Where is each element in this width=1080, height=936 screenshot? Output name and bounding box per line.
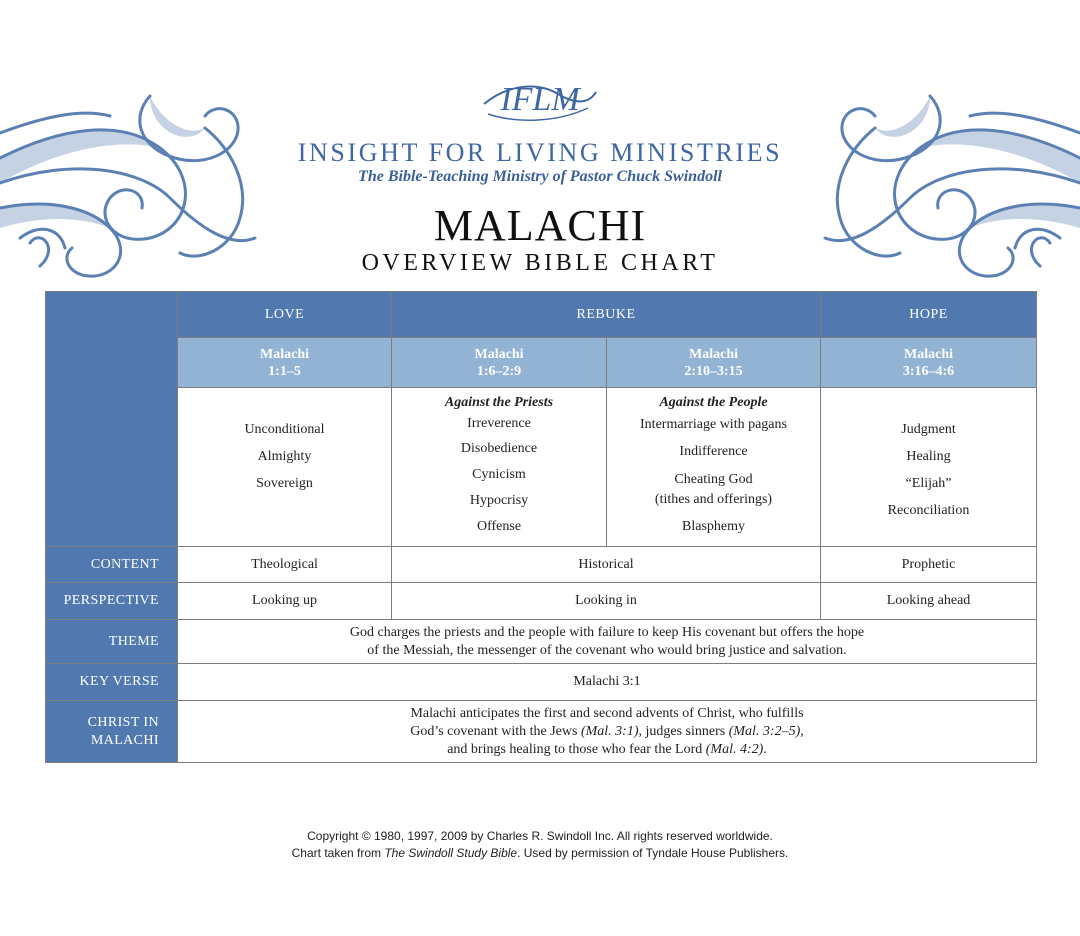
christ-text-part: , xyxy=(800,723,804,739)
topic-item: Indifference xyxy=(679,444,748,459)
christ-text-part: and brings healing to those who fear the Lord xyxy=(447,741,706,757)
topic-item: Cynicism xyxy=(472,467,526,482)
topic-item: Hypocrisy xyxy=(469,493,529,508)
topic-item: Disobedience xyxy=(460,441,538,456)
passage-cell xyxy=(392,338,607,388)
ministry-logo xyxy=(478,64,602,130)
row-label-theme: THEME xyxy=(46,620,178,664)
passage-row xyxy=(46,338,1037,388)
perspective-row xyxy=(46,583,1037,620)
scripture-reference: (Mal. 4:2) xyxy=(705,741,764,757)
source-line xyxy=(0,845,1080,862)
copyright-footer xyxy=(0,828,1080,862)
scripture-reference: (Mal. 3:2–5) xyxy=(728,723,801,739)
topic-item: Offense xyxy=(476,519,522,534)
passage-cell xyxy=(178,338,392,388)
topic-item: Irreverence xyxy=(467,416,531,431)
christ-line xyxy=(178,741,1036,759)
source-book-title: The Swindoll Study Bible xyxy=(384,846,518,860)
section-love: LOVE xyxy=(178,292,392,338)
christ-row xyxy=(46,701,1037,763)
row-label-content: CONTENT xyxy=(46,547,178,583)
row-label-line: CHRIST IN xyxy=(87,714,159,730)
people-topics xyxy=(607,388,821,547)
topic-item: Unconditional xyxy=(244,422,325,437)
passage-cell xyxy=(821,338,1037,388)
source-text: Chart taken from xyxy=(291,846,385,860)
key-verse-value: Malachi 3:1 xyxy=(178,664,1037,701)
content-rebuke: Historical xyxy=(392,547,821,583)
section-header-row xyxy=(46,292,1037,338)
topic-item: Blasphemy xyxy=(682,519,745,534)
topic-item: Almighty xyxy=(257,449,312,464)
scripture-reference: (Mal. 3:1) xyxy=(580,723,639,739)
page-title: MALACHI xyxy=(433,201,647,250)
perspective-hope: Looking ahead xyxy=(821,583,1037,620)
organization-tagline: The Bible-Teaching Ministry of Pastor Chuck Swindoll xyxy=(358,168,722,185)
theme-line: God charges the priests and the people with failure to keep His covenant but offers the hope xyxy=(349,624,865,640)
theme-line: of the Messiah, the messenger of the covenant who would bring justice and salvation. xyxy=(367,642,847,658)
priests-topics xyxy=(392,388,607,547)
topic-item: Sovereign xyxy=(256,476,313,491)
passage-book: Malachi xyxy=(904,346,953,362)
topic-item: (tithes and offerings) xyxy=(654,492,773,507)
topics-row xyxy=(46,388,1037,547)
theme-row xyxy=(46,620,1037,664)
christ-text xyxy=(178,701,1037,763)
section-hope: HOPE xyxy=(821,292,1037,338)
theme-text xyxy=(178,620,1037,664)
love-topics xyxy=(178,388,392,547)
copyright-line: Copyright © 1980, 1997, 2009 by Charles R. Swindoll Inc. All rights reserved worldwide. xyxy=(307,829,773,843)
corner-cell xyxy=(46,292,178,547)
passage-ref: 1:1–5 xyxy=(268,363,301,379)
row-label-line: MALACHI xyxy=(90,732,159,748)
organization-name: INSIGHT FOR LIVING MINISTRIES xyxy=(297,138,783,167)
overview-chart-table xyxy=(45,291,1037,763)
passage-book: Malachi xyxy=(689,346,738,362)
content-love: Theological xyxy=(178,547,392,583)
christ-line: Malachi anticipates the first and second advents of Christ, who fulfills xyxy=(410,705,804,721)
christ-text-part: God’s covenant with the Jews xyxy=(410,723,581,739)
key-verse-row xyxy=(46,664,1037,701)
people-heading: Against the People xyxy=(659,395,768,410)
topic-item: Intermarriage with pagans xyxy=(640,417,787,432)
topic-item: Reconciliation xyxy=(887,503,970,518)
section-rebuke: REBUKE xyxy=(392,292,821,338)
passage-ref: 3:16–4:6 xyxy=(902,363,955,379)
passage-ref: 2:10–3:15 xyxy=(684,363,743,379)
logo-text: IFLM xyxy=(500,81,580,118)
christ-text-part: . xyxy=(763,741,767,757)
perspective-rebuke: Looking in xyxy=(392,583,821,620)
topic-item: “Elijah” xyxy=(905,476,952,491)
content-row xyxy=(46,547,1037,583)
topic-item: Healing xyxy=(906,449,951,464)
perspective-love: Looking up xyxy=(178,583,392,620)
topic-item: Cheating God xyxy=(674,472,753,487)
row-label-perspective: PERSPECTIVE xyxy=(46,583,178,620)
hope-topics xyxy=(821,388,1037,547)
passage-ref: 1:6–2:9 xyxy=(476,363,522,379)
priests-heading: Against the Priests xyxy=(444,395,554,410)
passage-cell xyxy=(607,338,821,388)
passage-book: Malachi xyxy=(474,346,524,362)
christ-text-part: , judges sinners xyxy=(638,723,729,739)
christ-line xyxy=(178,723,1036,741)
page-subtitle: OVERVIEW BIBLE CHART xyxy=(361,250,719,276)
content-hope: Prophetic xyxy=(821,547,1037,583)
topic-item: Judgment xyxy=(901,422,956,437)
row-label-key-verse: KEY VERSE xyxy=(46,664,178,701)
row-label-christ xyxy=(46,701,178,763)
passage-book: Malachi xyxy=(260,346,309,362)
source-text: . Used by permission of Tyndale House Publishers. xyxy=(517,846,789,860)
